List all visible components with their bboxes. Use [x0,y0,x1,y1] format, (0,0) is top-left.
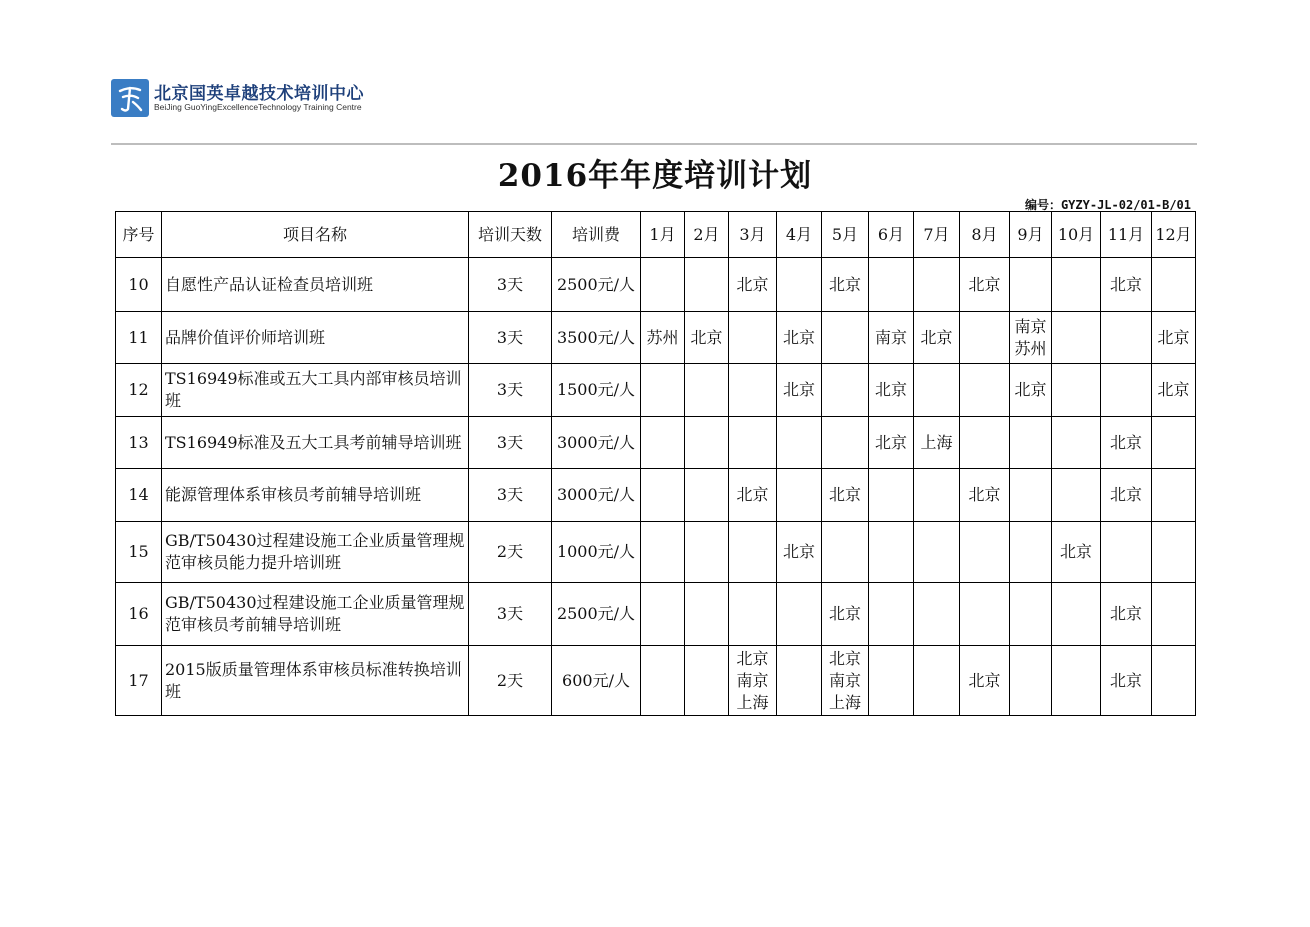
header-month: 7月 [914,212,960,258]
location-label: 北京 [828,274,861,294]
cell-month-location [641,312,685,364]
cell-course-name: GB/T50430过程建设施工企业质量管理规范审核员考前辅导培训班 [162,583,469,646]
cell-index: 12 [116,364,162,417]
cell-month-location [869,312,914,364]
cell-course-name: 品牌价值评价师培训班 [162,312,469,364]
cell-month-location [914,312,960,364]
document-code: 编号：GYZY-JL-02/01-B/01 [1024,198,1191,212]
cell-month-location [914,646,960,716]
cell-month-location [685,364,729,417]
cell-month-location [960,417,1010,469]
cell-course-name: 自愿性产品认证检查员培训班 [162,258,469,312]
cell-month-location [777,312,822,364]
cell-course-name: GB/T50430过程建设施工企业质量管理规范审核员能力提升培训班 [162,522,469,583]
header-index: 序号 [116,212,162,258]
cell-month-location [1052,417,1101,469]
cell-month-location [822,646,869,716]
cell-month-location [960,364,1010,417]
cell-month-location [822,258,869,312]
table-header-row [116,212,1196,258]
header-name: 项目名称 [162,212,469,258]
location-label: 北京 [782,327,815,347]
cell-month-location [641,258,685,312]
cell-month-location [1101,469,1152,522]
location-label: 北京 [1109,274,1142,294]
cell-fee: 3000元/人 [552,417,641,469]
cell-days: 2天 [469,522,552,583]
location-label: 北京 [1109,485,1142,504]
location-label: 上海 [920,432,953,452]
cell-month-location [729,522,777,583]
cell-days: 3天 [469,469,552,522]
cell-month-location [729,417,777,469]
location-label: 苏州 [1014,338,1047,358]
cell-index: 10 [116,258,162,312]
cell-month-location [777,258,822,312]
cell-month-location [1152,364,1196,417]
cell-month-location [1152,417,1196,469]
cell-month-location [1052,522,1101,583]
cell-month-location [1152,646,1196,716]
location-label: 北京 [736,648,769,668]
location-label: 南京 [736,670,769,690]
header-month: 4月 [777,212,822,258]
cell-month-location [1101,583,1152,646]
cell-month-location [641,469,685,522]
cell-month-location [1010,583,1052,646]
org-name-en: BeiJing GuoYingExcellenceTechnology Training Centre [154,102,362,112]
cell-month-location [960,522,1010,583]
cell-month-location [1052,583,1101,646]
cell-index: 13 [116,417,162,469]
table-row [116,364,1196,417]
cell-fee: 3000元/人 [552,469,641,522]
cell-month-location [960,646,1010,716]
cell-month-location [1010,258,1052,312]
cell-month-location [641,417,685,469]
location-label: 苏州 [646,327,679,347]
cell-fee: 600元/人 [552,646,641,716]
location-label: 南京 [874,327,907,347]
cell-course-name: 2015版质量管理体系审核员标准转换培训班 [162,646,469,716]
cell-month-location [960,258,1010,312]
cell-month-location [1101,417,1152,469]
cell-month-location [1052,469,1101,522]
location-label: 北京 [1109,604,1142,623]
cell-index: 11 [116,312,162,364]
cell-days: 3天 [469,364,552,417]
header-month: 11月 [1101,212,1152,258]
table-row [116,312,1196,364]
cell-month-location [1052,312,1101,364]
location-label: 北京 [690,327,723,347]
location-label: 北京 [920,327,953,347]
cell-index: 17 [116,646,162,716]
location-label: 北京 [828,648,861,668]
cell-month-location [729,312,777,364]
header-month: 5月 [822,212,869,258]
header-month: 3月 [729,212,777,258]
cell-month-location [822,364,869,417]
cell-month-location [1152,583,1196,646]
cell-month-location [1101,312,1152,364]
cell-month-location [822,522,869,583]
location-label: 北京 [874,380,907,399]
table-row [116,258,1196,312]
location-label: 北京 [736,274,769,294]
cell-month-location [914,522,960,583]
cell-month-location [1152,258,1196,312]
cell-fee: 2500元/人 [552,258,641,312]
cell-month-location [822,583,869,646]
cell-month-location [641,522,685,583]
cell-fee: 3500元/人 [552,312,641,364]
cell-index: 14 [116,469,162,522]
cell-month-location [685,646,729,716]
cell-month-location [822,312,869,364]
org-logo [111,79,411,119]
cell-index: 16 [116,583,162,646]
cell-fee: 1500元/人 [552,364,641,417]
cell-fee: 1000元/人 [552,522,641,583]
cell-month-location [960,469,1010,522]
cell-month-location [641,583,685,646]
cell-month-location [1101,646,1152,716]
table-row [116,646,1196,716]
header-month: 2月 [685,212,729,258]
cell-month-location [869,469,914,522]
cell-days: 3天 [469,312,552,364]
cell-month-location [1152,522,1196,583]
cell-month-location [1101,364,1152,417]
cell-month-location [777,469,822,522]
cell-month-location [1010,646,1052,716]
cell-month-location [729,583,777,646]
cell-month-location [914,469,960,522]
cell-index: 15 [116,522,162,583]
cell-month-location [914,364,960,417]
location-label: 北京 [874,432,907,452]
header-month: 12月 [1152,212,1196,258]
cell-month-location [777,583,822,646]
cell-month-location [869,583,914,646]
cell-month-location [1052,258,1101,312]
cell-month-location [685,312,729,364]
location-label: 上海 [736,692,769,712]
table-row [116,417,1196,469]
cell-month-location [777,417,822,469]
table-row [116,583,1196,646]
calligraphy-logo-icon [111,79,149,117]
cell-month-location [960,312,1010,364]
location-label: 北京 [968,274,1001,294]
cell-month-location [685,583,729,646]
cell-month-location [1010,522,1052,583]
cell-course-name: TS16949标准及五大工具考前辅导培训班 [162,417,469,469]
training-plan-table [115,211,1196,716]
header-month: 1月 [641,212,685,258]
cell-month-location [822,469,869,522]
location-label: 南京 [828,670,861,690]
cell-month-location [641,364,685,417]
cell-month-location [685,469,729,522]
location-label: 北京 [1157,380,1190,399]
cell-month-location [729,469,777,522]
location-label: 北京 [1109,432,1142,452]
cell-month-location [777,646,822,716]
location-label: 北京 [968,485,1001,504]
location-label: 上海 [828,692,861,712]
cell-month-location [1010,312,1052,364]
cell-month-location [1152,312,1196,364]
cell-month-location [960,583,1010,646]
cell-month-location [869,417,914,469]
cell-days: 3天 [469,417,552,469]
table-row [116,469,1196,522]
cell-month-location [729,364,777,417]
location-label: 北京 [1014,380,1047,399]
header-month: 9月 [1010,212,1052,258]
cell-month-location [641,646,685,716]
cell-month-location [777,364,822,417]
location-label: 北京 [828,604,861,623]
cell-month-location [869,646,914,716]
cell-month-location [1152,469,1196,522]
location-label: 北京 [828,485,861,504]
cell-month-location [1010,469,1052,522]
cell-month-location [869,522,914,583]
cell-month-location [869,258,914,312]
cell-month-location [822,417,869,469]
table-row [116,522,1196,583]
cell-days: 2天 [469,646,552,716]
cell-month-location [729,646,777,716]
location-label: 北京 [782,542,815,561]
org-name-cn: 北京国英卓越技术培训中心 [154,84,364,104]
header-fee: 培训费 [552,212,641,258]
cell-month-location [1101,522,1152,583]
header-divider [111,143,1197,145]
page-title: 2016年年度培训计划 [497,158,813,194]
location-label: 北京 [968,670,1001,690]
header-month: 6月 [869,212,914,258]
location-label: 北京 [1109,670,1142,690]
header-month: 10月 [1052,212,1101,258]
cell-month-location [685,417,729,469]
cell-fee: 2500元/人 [552,583,641,646]
location-label: 北京 [782,380,815,399]
cell-month-location [685,522,729,583]
cell-month-location [1010,364,1052,417]
cell-month-location [729,258,777,312]
cell-month-location [1052,364,1101,417]
header-month: 8月 [960,212,1010,258]
location-label: 北京 [1059,542,1092,561]
location-label: 南京 [1014,316,1047,336]
cell-month-location [1052,646,1101,716]
cell-month-location [1010,417,1052,469]
cell-month-location [777,522,822,583]
cell-course-name: TS16949标准或五大工具内部审核员培训班 [162,364,469,417]
cell-month-location [914,583,960,646]
location-label: 北京 [736,485,769,504]
header-days: 培训天数 [469,212,552,258]
cell-days: 3天 [469,258,552,312]
cell-month-location [914,258,960,312]
cell-course-name: 能源管理体系审核员考前辅导培训班 [162,469,469,522]
cell-month-location [869,364,914,417]
cell-days: 3天 [469,583,552,646]
cell-month-location [914,417,960,469]
location-label: 北京 [1157,327,1190,347]
cell-month-location [1101,258,1152,312]
cell-month-location [685,258,729,312]
